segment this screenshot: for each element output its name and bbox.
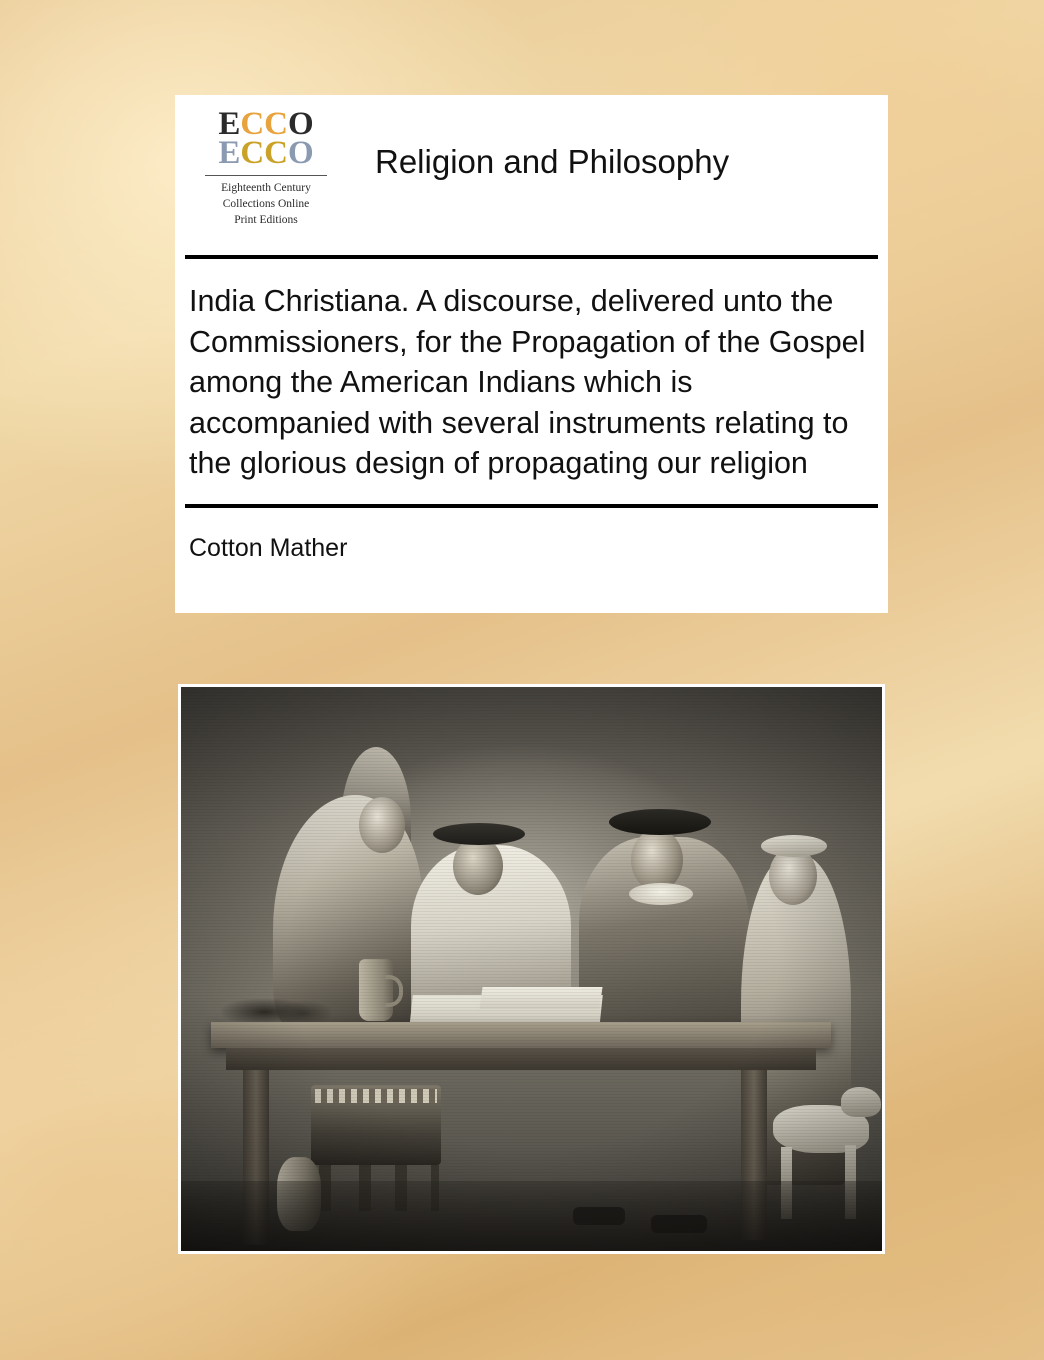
ecco-logo [191, 106, 341, 229]
author-section [175, 508, 888, 613]
ecco-logo-subtitle-3: Print Editions [234, 214, 298, 227]
ecco-logo-line1: ECCO [218, 106, 314, 142]
ecco-logo-subtitle-1: Eighteenth Century [221, 181, 311, 194]
cover-card [175, 95, 888, 613]
ecco-logo-line2: ECCO [218, 135, 314, 172]
title-section [175, 259, 888, 504]
ecco-logo-subtitle-2: Collections Online [222, 198, 310, 211]
illustration-vignette [181, 687, 882, 1251]
cover-header [175, 95, 888, 255]
illustration-scene [181, 687, 882, 1251]
book-title: India Christiana. A discourse, delivered unto the Commissioners, for the Propagation of the Gospel among the American Indians which is accompanied with several instruments relating to the glorious design of propagating our religion [189, 284, 866, 481]
book-author: Cotton Mather [189, 533, 348, 562]
category-heading: Religion and Philosophy [375, 143, 730, 180]
engraving-illustration [178, 684, 885, 1254]
ecco-logo-divider [205, 175, 327, 176]
